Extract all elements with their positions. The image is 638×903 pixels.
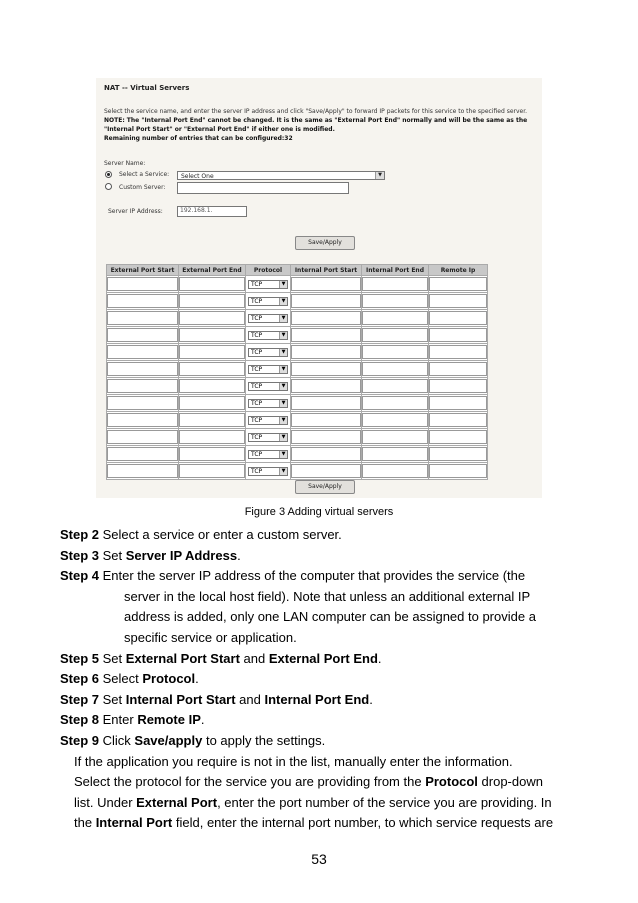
internal-port-end-input[interactable] <box>362 294 428 308</box>
col-external-port-start: External Port Start <box>107 265 179 276</box>
service-select[interactable]: Select One ▼ <box>177 171 385 180</box>
page-number: 53 <box>311 851 327 867</box>
internal-port-start-input[interactable] <box>291 430 361 444</box>
internal-port-start-input[interactable] <box>291 447 361 461</box>
protocol-select[interactable]: TCP ▼ <box>248 365 288 374</box>
internal-port-start-input[interactable] <box>291 379 361 393</box>
external-port-end-input[interactable] <box>179 345 245 359</box>
remote-ip-input[interactable] <box>429 430 487 444</box>
step-9: Step 9 Click Save/apply to apply the settings. <box>60 732 326 748</box>
internal-port-start-input[interactable] <box>291 345 361 359</box>
table-row <box>107 395 488 412</box>
external-port-start-input[interactable] <box>107 379 178 393</box>
internal-port-end-input[interactable] <box>362 362 428 376</box>
protocol-select[interactable]: TCP ▼ <box>248 314 288 323</box>
step-6: Step 6 Select Protocol. <box>60 671 199 687</box>
step-7: Step 7 Set Internal Port Start and Internal Port End. <box>60 691 373 707</box>
col-remote-ip: Remote Ip <box>429 265 488 276</box>
chevron-down-icon: ▼ <box>279 315 287 322</box>
internal-port-start-input[interactable] <box>291 294 361 308</box>
chevron-down-icon: ▼ <box>279 383 287 390</box>
chevron-down-icon: ▼ <box>375 172 384 179</box>
col-internal-port-start: Internal Port Start <box>291 265 362 276</box>
screenshot-description: Select the service name, and enter the server IP address and click "Save/Apply" to forward IP packets for this service to the specified server. NOTE: The "Internal Port End" cannot be changed. It is the same as "External Port End" normally and will be the same as the "Internal Port Start" or "External Port End" if either one is modified. Remaining number of entries that can be configured:32 <box>104 108 528 142</box>
table-row <box>107 344 488 361</box>
external-port-end-input[interactable] <box>179 294 245 308</box>
remote-ip-input[interactable] <box>429 379 487 393</box>
protocol-select[interactable]: TCP ▼ <box>248 433 288 442</box>
external-port-end-input[interactable] <box>179 464 245 478</box>
table-row <box>107 378 488 395</box>
custom-server-label: Custom Server: <box>119 184 166 191</box>
custom-server-input[interactable] <box>177 182 349 194</box>
step-4-line-3: address is added, only one LAN computer can be assigned to provide a <box>124 609 536 625</box>
external-port-start-input[interactable] <box>107 447 178 461</box>
instructions <box>60 525 600 834</box>
table-row <box>107 463 488 480</box>
protocol-select[interactable]: TCP ▼ <box>248 399 288 408</box>
chevron-down-icon: ▼ <box>279 468 287 475</box>
internal-port-end-input[interactable] <box>362 277 428 291</box>
col-external-port-end: External Port End <box>179 265 246 276</box>
internal-port-start-input[interactable] <box>291 311 361 325</box>
chevron-down-icon: ▼ <box>279 400 287 407</box>
external-port-start-input[interactable] <box>107 345 178 359</box>
para-line-1: If the application you require is not in the list, manually enter the information. <box>74 753 513 769</box>
protocol-select[interactable]: TCP ▼ <box>248 467 288 476</box>
table-row <box>107 276 488 293</box>
protocol-select[interactable]: TCP ▼ <box>248 416 288 425</box>
external-port-start-input[interactable] <box>107 328 178 342</box>
internal-port-end-input[interactable] <box>362 328 428 342</box>
internal-port-start-input[interactable] <box>291 277 361 291</box>
internal-port-end-input[interactable] <box>362 379 428 393</box>
remote-ip-input[interactable] <box>429 362 487 376</box>
chevron-down-icon: ▼ <box>279 434 287 441</box>
remote-ip-input[interactable] <box>429 345 487 359</box>
internal-port-start-input[interactable] <box>291 464 361 478</box>
remote-ip-input[interactable] <box>429 277 487 291</box>
remote-ip-input[interactable] <box>429 464 487 478</box>
step-3: Step 3 Set Server IP Address. <box>60 547 241 563</box>
protocol-select[interactable]: TCP ▼ <box>248 280 288 289</box>
external-port-start-input[interactable] <box>107 277 178 291</box>
external-port-end-input[interactable] <box>179 328 245 342</box>
table-row <box>107 361 488 378</box>
remote-ip-input[interactable] <box>429 328 487 342</box>
col-internal-port-end: Internal Port End <box>362 265 429 276</box>
step-5: Step 5 Set External Port Start and External Port End. <box>60 650 382 666</box>
external-port-start-input[interactable] <box>107 294 178 308</box>
figure-caption: Figure 3 Adding virtual servers <box>244 506 394 518</box>
external-port-end-input[interactable] <box>179 277 245 291</box>
step-4: Step 4 Enter the server IP address of the computer that provides the service (the <box>60 568 526 584</box>
protocol-select[interactable]: TCP ▼ <box>248 331 288 340</box>
chevron-down-icon: ▼ <box>279 281 287 288</box>
remote-ip-input[interactable] <box>429 413 487 427</box>
select-service-radio[interactable] <box>105 171 112 178</box>
internal-port-start-input[interactable] <box>291 396 361 410</box>
chevron-down-icon: ▼ <box>279 332 287 339</box>
table-row <box>107 446 488 463</box>
external-port-end-input[interactable] <box>179 430 245 444</box>
table-row <box>107 293 488 310</box>
remote-ip-input[interactable] <box>429 294 487 308</box>
external-port-start-input[interactable] <box>107 430 178 444</box>
chevron-down-icon: ▼ <box>279 417 287 424</box>
external-port-end-input[interactable] <box>179 311 245 325</box>
server-ip-label: Server IP Address: <box>108 208 163 215</box>
para-line-4: the Internal Port field, enter the internal port number, to which service requests are <box>74 815 554 831</box>
internal-port-end-input[interactable] <box>362 396 428 410</box>
chevron-down-icon: ▼ <box>279 349 287 356</box>
custom-server-radio[interactable] <box>105 183 112 190</box>
para-line-3: list. Under External Port, enter the port number of the service you are providing. In <box>74 794 552 810</box>
internal-port-start-input[interactable] <box>291 362 361 376</box>
table-row <box>107 412 488 429</box>
protocol-select[interactable]: TCP ▼ <box>248 297 288 306</box>
internal-port-start-input[interactable] <box>291 413 361 427</box>
step-2: Step 2 Select a service or enter a custom server. <box>60 527 342 542</box>
para-line-2: Select the protocol for the service you are providing from the Protocol drop-down <box>74 774 543 790</box>
protocol-select[interactable]: TCP ▼ <box>248 348 288 357</box>
virtual-servers-screenshot <box>96 78 542 498</box>
external-port-start-input[interactable] <box>107 464 178 478</box>
internal-port-end-input[interactable] <box>362 413 428 427</box>
col-protocol: Protocol <box>246 265 291 276</box>
remote-ip-input[interactable] <box>429 311 487 325</box>
internal-port-end-input[interactable] <box>362 447 428 461</box>
server-name-label: Server Name: <box>104 160 146 167</box>
table-row <box>107 327 488 344</box>
protocol-select[interactable]: TCP ▼ <box>248 382 288 391</box>
chevron-down-icon: ▼ <box>279 451 287 458</box>
chevron-down-icon: ▼ <box>279 366 287 373</box>
internal-port-end-input[interactable] <box>362 430 428 444</box>
step-4-line-2: server in the local host field). Note that unless an additional external IP <box>124 588 531 604</box>
external-port-end-input[interactable] <box>179 396 245 410</box>
select-service-label: Select a Service: <box>119 171 170 178</box>
remote-ip-input[interactable] <box>429 396 487 410</box>
external-port-start-input[interactable] <box>107 362 178 376</box>
external-port-end-input[interactable] <box>179 413 245 427</box>
external-port-end-input[interactable] <box>179 447 245 461</box>
screenshot-title: NAT -- Virtual Servers <box>104 84 190 92</box>
external-port-start-input[interactable] <box>107 396 178 410</box>
protocol-select[interactable]: TCP ▼ <box>248 450 288 459</box>
chevron-down-icon: ▼ <box>279 298 287 305</box>
external-port-start-input[interactable] <box>107 413 178 427</box>
port-forwarding-table <box>106 264 488 480</box>
internal-port-end-input[interactable] <box>362 464 428 478</box>
external-port-start-input[interactable] <box>107 311 178 325</box>
external-port-end-input[interactable] <box>179 362 245 376</box>
internal-port-start-input[interactable] <box>291 328 361 342</box>
internal-port-end-input[interactable] <box>362 345 428 359</box>
table-row <box>107 429 488 446</box>
step-4-line-4: specific service or application. <box>124 629 297 645</box>
external-port-end-input[interactable] <box>179 379 245 393</box>
internal-port-end-input[interactable] <box>362 311 428 325</box>
table-row <box>107 310 488 327</box>
save-apply-button-bottom[interactable]: Save/Apply <box>295 480 355 494</box>
save-apply-button[interactable]: Save/Apply <box>295 236 355 250</box>
remote-ip-input[interactable] <box>429 447 487 461</box>
server-ip-input[interactable]: 192.168.1. <box>177 206 247 217</box>
step-8: Step 8 Enter Remote IP. <box>60 712 205 728</box>
